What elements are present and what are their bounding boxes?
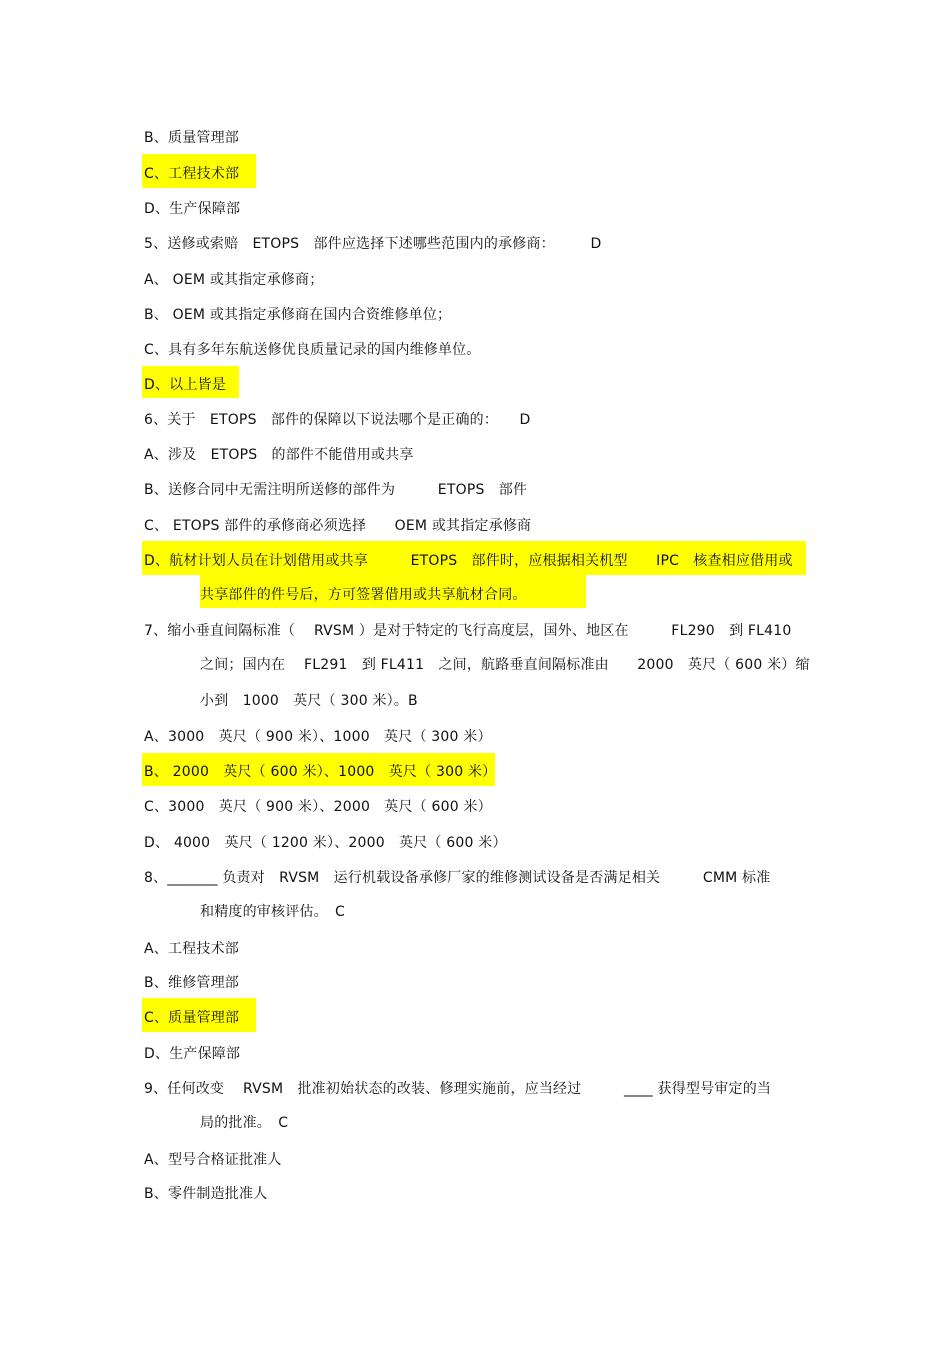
question-line-continued: 局的批准。 C (200, 1115, 289, 1131)
option-line: D、航材计划人员在计划借用或共享 ETOPS 部件时，应根据相关机型 IPC 核查相应借用或 (144, 553, 793, 569)
option-line: D、生产保障部 (144, 1046, 241, 1062)
option-line: C、具有多年东航送修优良质量记录的国内维修单位。 (144, 342, 481, 358)
option-line: B、维修管理部 (144, 975, 240, 991)
option-line: C、 ETOPS 部件的承修商必须选择 OEM 或其指定承修商 (144, 518, 532, 534)
option-line: D、 4000 英尺（ 1200 米）、2000 英尺（ 600 米） (144, 835, 507, 851)
option-line: B、 2000 英尺（ 600 米）、1000 英尺（ 300 米） (144, 764, 497, 780)
question-line: 6、关于 ETOPS 部件的保障以下说法哪个是正确的： D (144, 412, 531, 428)
option-line: C、质量管理部 (144, 1010, 240, 1026)
option-line: A、3000 英尺（ 900 米）、1000 英尺（ 300 米） (144, 729, 492, 745)
option-line: C、3000 英尺（ 900 米）、2000 英尺（ 600 米） (144, 799, 492, 815)
question-line: 5、送修或索赔 ETOPS 部件应选择下述哪些范围内的承修商： D (144, 236, 602, 252)
option-line: A、 OEM 或其指定承修商； (144, 272, 324, 288)
option-line: A、型号合格证批准人 (144, 1152, 282, 1168)
question-line: 8、_______ 负责对 RVSM 运行机载设备承修厂家的维修测试设备是否满足相关 CMM 标准 (144, 870, 771, 886)
option-line: B、 OEM 或其指定承修商在国内合资维修单位； (144, 307, 452, 323)
option-line: D、生产保障部 (144, 201, 241, 217)
question-line-continued: 小到 1000 英尺（ 300 米）。B (200, 693, 418, 709)
question-line-continued: 和精度的审核评估。 C (200, 904, 345, 920)
question-line: 7、缩小垂直间隔标准（ RVSM ）是对于特定的飞行高度层，国外、地区在 FL290 到 FL410 (144, 623, 792, 639)
option-line: A、工程技术部 (144, 941, 239, 957)
option-line-continued: 共享部件的件号后，方可签署借用或共享航材合同。 (200, 587, 527, 603)
option-line: D、以上皆是 (144, 377, 226, 393)
option-line: C、工程技术部 (144, 166, 240, 182)
question-line-continued: 之间；国内在 FL291 到 FL411 之间，航路垂直间隔标准由 2000 英尺（ 600 米）缩 (200, 657, 810, 673)
option-line: B、质量管理部 (144, 130, 240, 146)
option-line: B、送修合同中无需注明所送修的部件为 ETOPS 部件 (144, 482, 528, 498)
question-line: 9、任何改变 RVSM 批准初始状态的改装、修理实施前，应当经过 ____ 获得型号审定的当 (144, 1081, 772, 1097)
option-line: A、涉及 ETOPS 的部件不能借用或共享 (144, 447, 414, 463)
option-line: B、零件制造批准人 (144, 1186, 268, 1202)
